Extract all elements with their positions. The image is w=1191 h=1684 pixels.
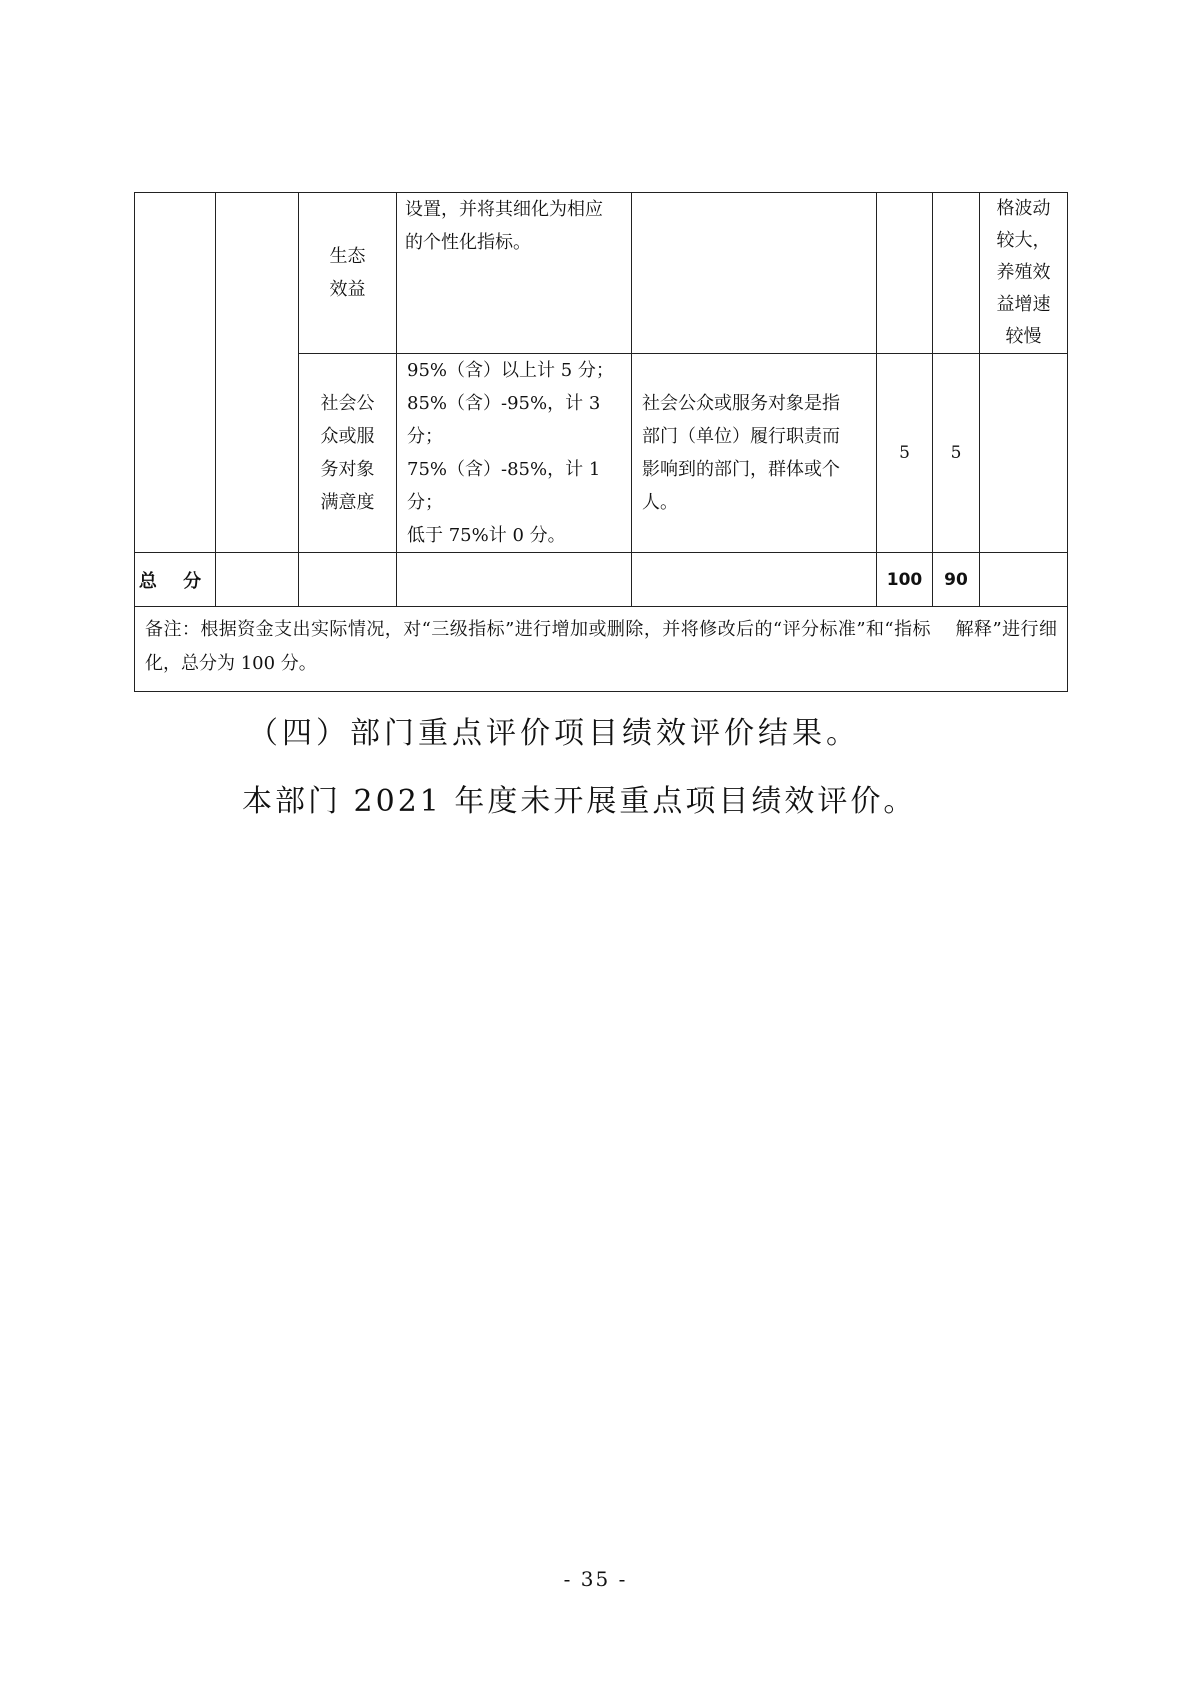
- body-paragraph: 本部门 2021 年度未开展重点项目绩效评价。: [242, 784, 917, 819]
- remark-line: 格波动: [996, 198, 1051, 219]
- empty-cell: [299, 553, 397, 607]
- total-weight: 100: [877, 553, 933, 607]
- indicator-line: 满意度: [320, 492, 375, 513]
- explanation-line: 人。: [642, 492, 678, 513]
- performance-table: [134, 192, 1068, 692]
- empty-cell: [632, 553, 877, 607]
- table-row-total: [135, 553, 1068, 607]
- indicator-line: 生态: [329, 246, 366, 267]
- indicator-line: 社会公: [320, 393, 375, 414]
- indicator-name-cell: [299, 354, 397, 553]
- deduction-remark-cell: [980, 354, 1068, 553]
- table-note: 备注：根据资金支出实际情况，对“三级指标”进行增加或删除，并将修改后的“评分标准”和“指标 解释”进行细化，总分为 100 分。: [135, 607, 1068, 692]
- empty-cell: [397, 553, 632, 607]
- level1-cell: [135, 193, 216, 553]
- remark-line: 养殖效: [996, 262, 1051, 283]
- remark-line: 较大，: [996, 230, 1051, 251]
- total-label: 总 分: [135, 553, 216, 607]
- standard-line: 低于 75%计 0 分。: [407, 525, 566, 546]
- standard-line: 的个性化指标。: [405, 232, 531, 253]
- explanation-line: 部门（单位）履行职责而: [642, 426, 840, 447]
- table-row-ecological-benefit: [135, 193, 1068, 354]
- indicator-line: 务对象: [320, 459, 375, 480]
- score-cell: [933, 193, 980, 354]
- remark-line: 益增速: [996, 294, 1051, 315]
- score-cell: 5: [933, 354, 980, 553]
- standard-line: 设置，并将其细化为相应: [405, 199, 603, 220]
- scoring-standard-cell: [397, 193, 632, 354]
- empty-cell: [216, 553, 299, 607]
- deduction-remark-cell: [980, 193, 1068, 354]
- standard-line: 95%（含）以上计 5 分；: [407, 360, 614, 381]
- scoring-standard-cell: [397, 354, 632, 553]
- section-heading: （四）部门重点评价项目绩效评价结果。: [248, 716, 860, 751]
- indicator-line: 效益: [329, 279, 366, 300]
- remark-line: 较慢: [1005, 326, 1042, 347]
- page-number: - 35 -: [563, 1567, 628, 1591]
- level2-cell: [216, 193, 299, 553]
- explanation-line: 社会公众或服务对象是指: [642, 393, 840, 414]
- standard-line: 75%（含）-85%，计 1 分；: [407, 459, 601, 513]
- indicator-line: 众或服: [320, 426, 375, 447]
- empty-cell: [980, 553, 1068, 607]
- indicator-explanation-cell: [632, 193, 877, 354]
- explanation-line: 影响到的部门，群体或个: [642, 459, 840, 480]
- indicator-explanation-cell: [632, 354, 877, 553]
- weight-cell: [877, 193, 933, 354]
- indicator-name-cell: [299, 193, 397, 354]
- weight-cell: 5: [877, 354, 933, 553]
- total-score: 90: [933, 553, 980, 607]
- table-row-note: [135, 607, 1068, 692]
- standard-line: 85%（含）-95%，计 3 分；: [407, 393, 601, 447]
